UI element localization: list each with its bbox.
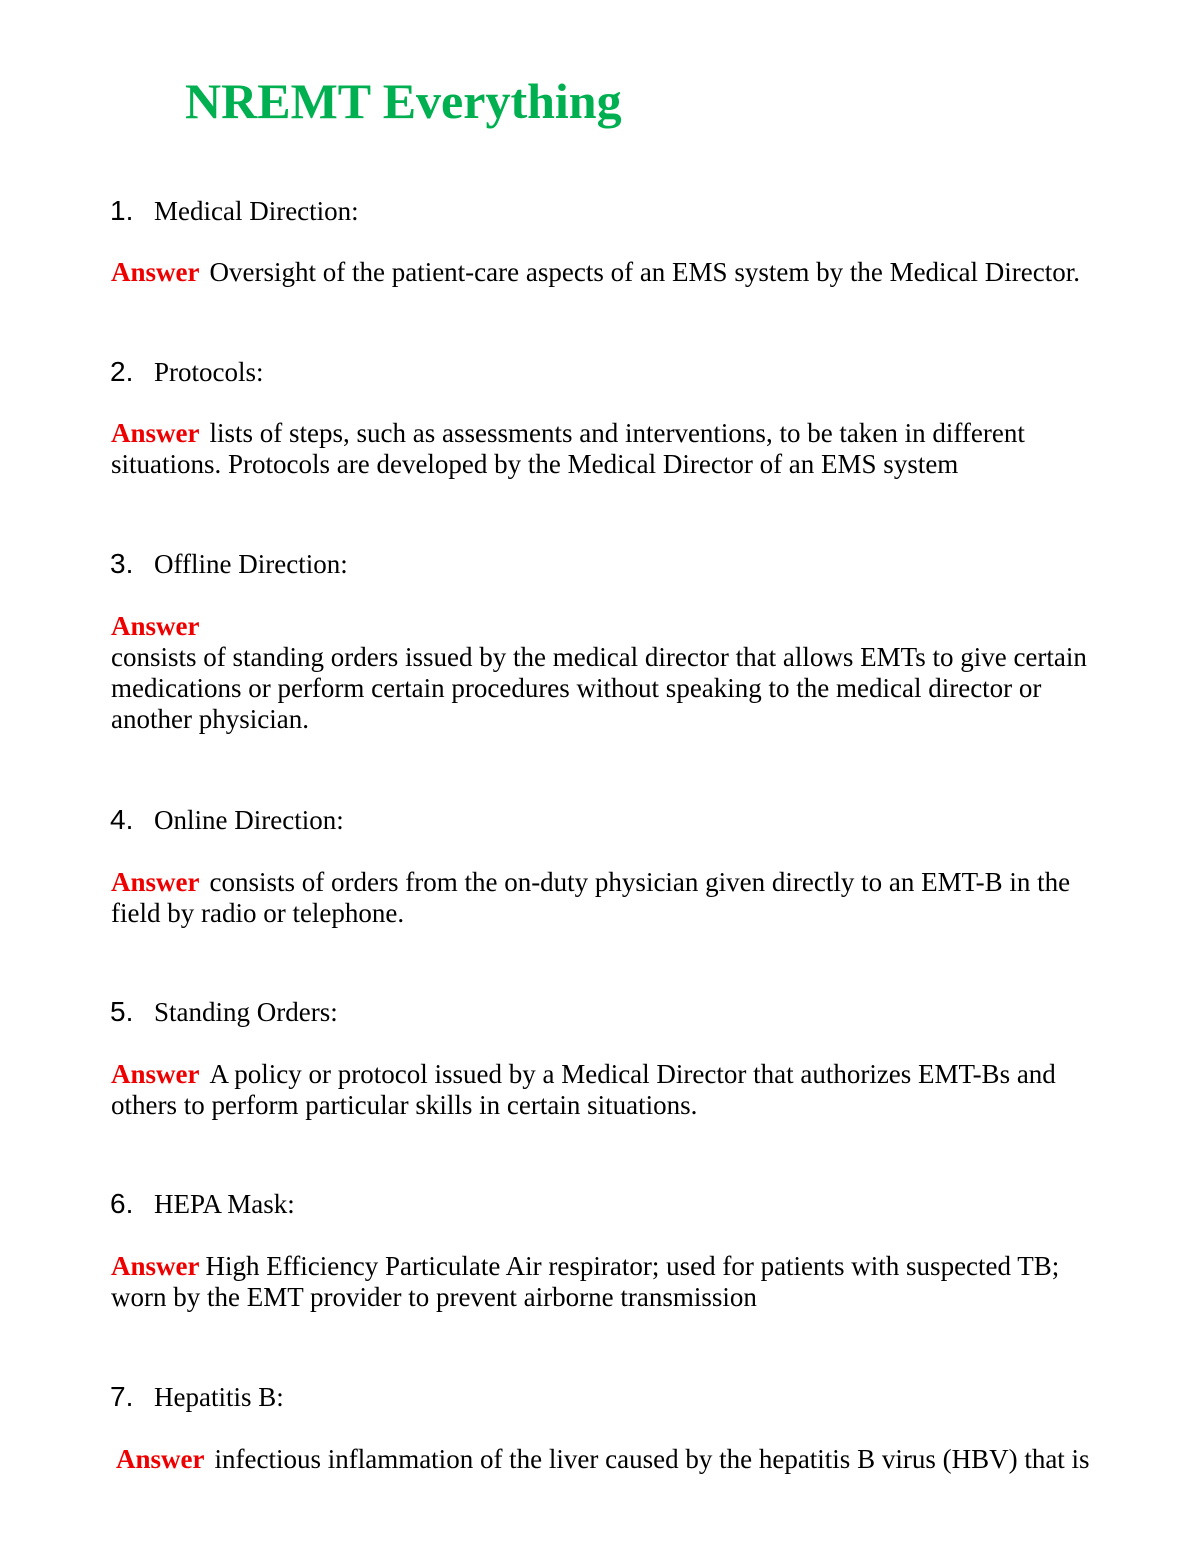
answer-7 [116, 1444, 1116, 1475]
question-term: Hepatitis B: [154, 1382, 284, 1412]
question-4 [110, 803, 1110, 837]
answer-2 [111, 418, 1111, 480]
question-7 [110, 1380, 1110, 1414]
question-term: Protocols: [154, 357, 264, 387]
answer-5 [111, 1059, 1111, 1121]
question-number: 6. [110, 1188, 134, 1219]
answer-1 [111, 257, 1111, 288]
answer-label: Answer [111, 1059, 200, 1089]
question-number: 5. [110, 996, 134, 1027]
answer-label: Answer [111, 611, 200, 641]
question-number: 3. [110, 548, 134, 579]
answer-text: lists of steps, such as assessments and interventions, to be taken in different situations. Protocols are developed by the Medical Director of an EMS system [111, 418, 1025, 479]
document-title: NREMT Everything [185, 73, 622, 129]
question-6 [110, 1187, 1110, 1221]
question-number: 1. [110, 195, 134, 226]
question-1 [110, 194, 1110, 228]
question-3 [110, 547, 1110, 581]
answer-label: Answer [111, 418, 200, 448]
answer-label: Answer [111, 257, 200, 287]
answer-text: A policy or protocol issued by a Medical Director that authorizes EMT-Bs and others to perform particular skills in certain situations. [111, 1059, 1056, 1120]
question-term: Online Direction: [154, 805, 344, 835]
answer-label: Answer [111, 867, 200, 897]
answer-text: Oversight of the patient-care aspects of an EMS system by the Medical Director. [209, 257, 1080, 287]
question-number: 7. [110, 1381, 134, 1412]
answer-text: consists of orders from the on-duty physician given directly to an EMT-B in the field by radio or telephone. [111, 867, 1071, 928]
answer-3 [111, 611, 1111, 735]
question-term: Offline Direction: [154, 549, 348, 579]
question-term: HEPA Mask: [154, 1189, 295, 1219]
answer-4 [111, 867, 1111, 929]
question-term: Standing Orders: [154, 997, 338, 1027]
question-2 [110, 355, 1110, 389]
question-5 [110, 995, 1110, 1029]
answer-text: infectious inflammation of the liver caused by the hepatitis B virus (HBV) that is [214, 1444, 1090, 1474]
answer-6 [111, 1251, 1111, 1313]
answer-text: consists of standing orders issued by the medical director that allows EMTs to give certain medications or perform certain procedures without speaking to the medical director or another physician. [111, 642, 1087, 734]
question-number: 4. [110, 804, 134, 835]
answer-label: Answer [111, 1251, 200, 1281]
question-term: Medical Direction: [154, 196, 359, 226]
answer-label: Answer [116, 1444, 205, 1474]
question-number: 2. [110, 356, 134, 387]
answer-text: High Efficiency Particulate Air respirator; used for patients with suspected TB; worn by the EMT provider to prevent airborne transmission [111, 1251, 1060, 1312]
